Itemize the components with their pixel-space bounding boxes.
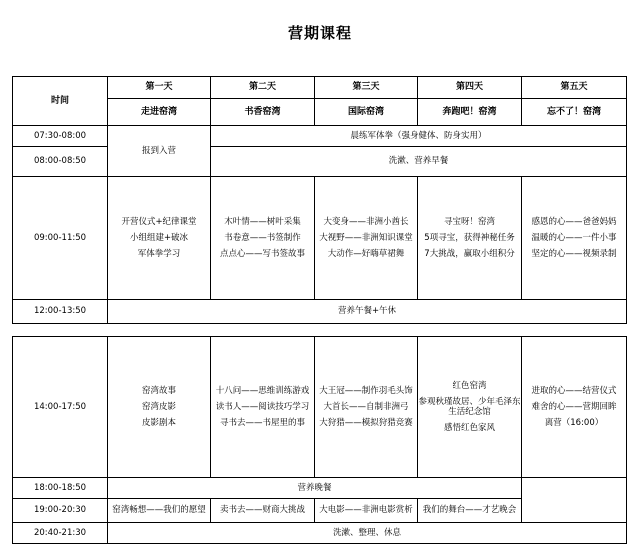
activity-item: 进取的心——结营仪式	[531, 385, 617, 396]
day-2-theme: 书香窑湾	[211, 99, 315, 126]
evening-day-4-cell: 我们的舞台——才艺晚会	[418, 499, 522, 523]
activity-item: 离营（16:00）	[544, 418, 604, 429]
morning-day-3-cell	[315, 177, 418, 300]
afternoon-day-2-cell	[211, 337, 315, 478]
time-0800: 08:00-08:50	[13, 147, 108, 177]
day-1-header: 第一天	[108, 77, 211, 99]
day-3-header: 第三天	[315, 77, 418, 99]
time-1800: 18:00-18:50	[13, 478, 108, 499]
activity-item: 书卷意——书签制作	[224, 232, 301, 243]
day-4-theme: 奔跑吧！窑湾	[418, 99, 522, 126]
afternoon-day-1-cell	[108, 337, 211, 478]
activity-item: 感恩的心——爸爸妈妈	[531, 216, 617, 227]
row-0800	[13, 147, 627, 177]
row-0900	[13, 177, 627, 300]
row-1200	[13, 300, 627, 324]
checkin-cell: 报到入营	[108, 126, 211, 177]
activity-item: 大变身——非洲小酋长	[323, 216, 409, 227]
empty-cell	[522, 478, 627, 523]
day-3-theme: 国际窑湾	[315, 99, 418, 126]
afternoon-day-3-cell	[315, 337, 418, 478]
time-0730: 07:30-08:00	[13, 126, 108, 147]
dinner-cell: 营养晚餐	[108, 478, 522, 499]
activity-item: 皮影剧本	[141, 418, 176, 429]
evening-day-2-cell: 卖书去——财商大挑战	[211, 499, 315, 523]
time-0900: 09:00-11:50	[13, 177, 108, 300]
activity-item: 寻书去——书屋里的事	[219, 418, 305, 429]
activity-item: 参观秋瑾故居、少年毛泽东生活纪念馆	[418, 396, 521, 417]
activity-item: 难舍的心——营期回眸	[531, 401, 617, 412]
activity-item: 坚定的心——视频录制	[531, 249, 617, 260]
activity-item: 窑湾皮影	[141, 401, 176, 412]
morning-day-5-cell	[522, 177, 627, 300]
activity-item: 读书人——阅读技巧学习	[215, 401, 310, 412]
activity-item: 开营仪式+纪律课堂	[121, 216, 197, 227]
row-1400	[13, 337, 627, 478]
activity-item: 5项寻宝，获得神秘任务	[424, 232, 515, 243]
time-header: 时间	[13, 77, 108, 126]
activity-item: 十八问——思维训练游戏	[215, 385, 310, 396]
activity-item: 感悟红色家风	[443, 423, 495, 434]
activity-item: 大狩猎——模拟狩猎竞赛	[319, 418, 413, 429]
activity-item: 军体拳学习	[137, 249, 181, 260]
morning-day-4-cell	[418, 177, 522, 300]
activity-item: 大动作—好嗨草裙舞	[327, 249, 405, 260]
wash-cell: 洗漱、整理、休息	[108, 523, 627, 544]
day-1-theme: 走进窑湾	[108, 99, 211, 126]
morning-schedule-table	[12, 76, 627, 324]
breakfast-cell: 洗漱、营养早餐	[211, 147, 627, 177]
time-1900: 19:00-20:30	[13, 499, 108, 523]
evening-day-3-cell: 大电影——非洲电影赏析	[315, 499, 418, 523]
activity-item: 小组组建+破冰	[129, 232, 189, 243]
day-2-header: 第二天	[211, 77, 315, 99]
activity-item: 大视野——非洲知识课堂	[319, 232, 413, 243]
exercise-cell: 晨练军体拳（强身健体、防身实用）	[211, 126, 627, 147]
morning-day-2-cell	[211, 177, 315, 300]
time-1400: 14:00-17:50	[13, 337, 108, 478]
afternoon-day-4-cell	[418, 337, 522, 478]
row-2040	[13, 523, 627, 544]
row-0730	[13, 126, 627, 147]
activity-item: 寻宝呀！窑湾	[443, 216, 495, 227]
activity-item: 温暖的心——一件小事	[531, 232, 617, 243]
activity-item: 木叶情——树叶采集	[224, 216, 301, 227]
day-5-theme: 忘不了！窑湾	[522, 99, 627, 126]
day-header-row	[13, 77, 627, 99]
day-5-header: 第五天	[522, 77, 627, 99]
lunch-cell: 营养午餐+午休	[108, 300, 627, 324]
activity-item: 7大挑战，赢取小组积分	[424, 249, 515, 260]
activity-item: 大王冠——制作羽毛头饰	[319, 385, 413, 396]
page-title: 营期课程	[287, 24, 352, 42]
activity-item: 点点心——写书签故事	[219, 249, 305, 260]
activity-item: 窑湾故事	[141, 385, 176, 396]
time-2040: 20:40-21:30	[13, 523, 108, 544]
morning-day-1-cell	[108, 177, 211, 300]
activity-item: 红色窑湾	[452, 380, 487, 391]
afternoon-schedule-table	[12, 336, 627, 544]
afternoon-day-5-cell	[522, 337, 627, 478]
day-4-header: 第四天	[418, 77, 522, 99]
evening-day-1-cell: 窑湾畅想——我们的愿望	[108, 499, 211, 523]
time-1200: 12:00-13:50	[13, 300, 108, 324]
row-1800	[13, 478, 627, 499]
activity-item: 大首长——自制非洲弓	[323, 401, 409, 412]
